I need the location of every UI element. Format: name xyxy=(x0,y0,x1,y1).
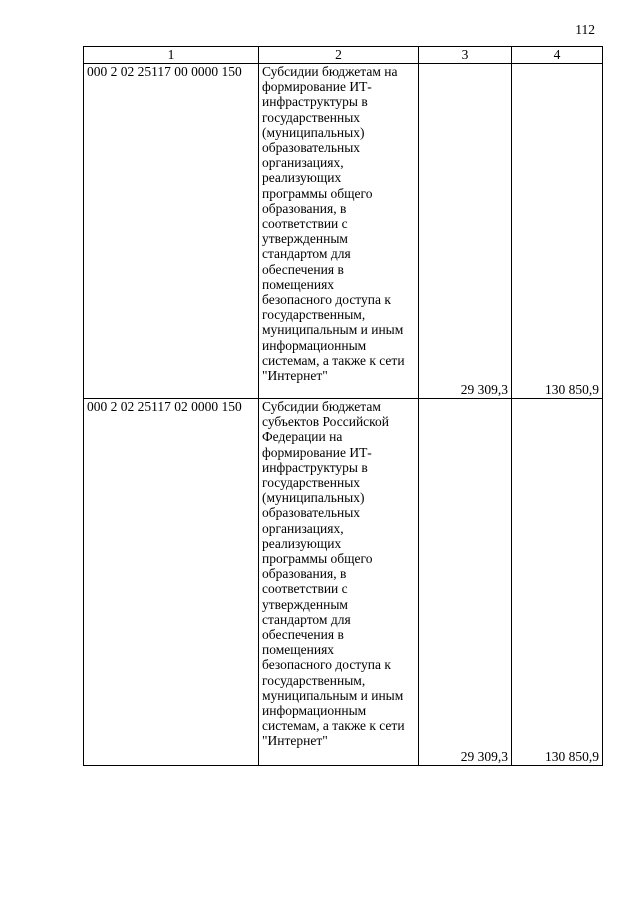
description-line: формирование ИТ- xyxy=(262,444,372,460)
table-header-row xyxy=(84,47,603,64)
description-line: помещениях xyxy=(262,276,335,292)
description-line: помещениях xyxy=(262,642,335,658)
description-line: муниципальным и иным xyxy=(262,322,404,338)
description-line: Субсидии бюджетам xyxy=(262,399,381,414)
description-line: организациях, xyxy=(262,520,344,536)
description-line: государственных xyxy=(262,109,361,125)
description-line: Субсидии бюджетам на xyxy=(262,64,398,79)
description-line: "Интернет" xyxy=(262,368,328,384)
description-line: образования, в xyxy=(262,200,347,216)
description-line: Федерации на xyxy=(262,429,343,445)
description-line: утвержденным xyxy=(262,231,348,247)
amount-col3-cell: 29 309,3 xyxy=(419,399,512,766)
budget-code-cell: 000 2 02 25117 00 0000 150 xyxy=(84,64,259,399)
column-header-3: 3 xyxy=(419,47,512,64)
amount-col4-cell: 130 850,9 xyxy=(512,399,603,766)
description-line: стандартом для xyxy=(262,611,351,627)
description-line: информационным xyxy=(262,703,367,719)
description-line: стандартом для xyxy=(262,246,351,262)
description-line: соответствии с xyxy=(262,581,348,597)
description-line: (муниципальных) xyxy=(262,124,365,140)
description-line: формирование ИТ- xyxy=(262,79,372,95)
description-line: обеспечения в xyxy=(262,261,344,277)
description-line: образования, в xyxy=(262,566,347,582)
description-cell xyxy=(259,64,419,399)
description-line: государственным, xyxy=(262,672,366,688)
budget-table xyxy=(83,46,603,766)
description-line: системам, а также к сети xyxy=(262,352,405,368)
description-line: субъектов Российской xyxy=(262,414,390,430)
description-line: организациях, xyxy=(262,155,344,171)
description-line: государственных xyxy=(262,475,361,491)
budget-code-cell: 000 2 02 25117 02 0000 150 xyxy=(84,399,259,766)
column-header-2: 2 xyxy=(259,47,419,64)
description-line: системам, а также к сети xyxy=(262,718,405,734)
column-header-4: 4 xyxy=(512,47,603,64)
page-number: 112 xyxy=(575,22,595,37)
table-row xyxy=(84,399,603,766)
description-line: инфраструктуры в xyxy=(262,94,368,110)
description-line: образовательных xyxy=(262,505,361,521)
description-line: реализующих xyxy=(262,535,342,551)
description-line: программы общего xyxy=(262,551,373,567)
description-line: инфраструктуры в xyxy=(262,459,368,475)
column-header-1: 1 xyxy=(84,47,259,64)
description-line: соответствии с xyxy=(262,216,348,232)
description-line: "Интернет" xyxy=(262,733,328,749)
description-line: программы общего xyxy=(262,185,373,201)
description-line: реализующих xyxy=(262,170,342,186)
description-line: информационным xyxy=(262,337,367,353)
description-cell xyxy=(259,399,419,766)
amount-col3-cell: 29 309,3 xyxy=(419,64,512,399)
table-row xyxy=(84,64,603,399)
description-line: муниципальным и иным xyxy=(262,687,404,703)
description-line: утвержденным xyxy=(262,596,348,612)
description-line: (муниципальных) xyxy=(262,490,365,506)
description-line: безопасного доступа к xyxy=(262,292,391,308)
description-line: безопасного доступа к xyxy=(262,657,391,673)
amount-col4-cell: 130 850,9 xyxy=(512,64,603,399)
description-line: образовательных xyxy=(262,140,361,156)
description-line: государственным, xyxy=(262,307,366,323)
description-line: обеспечения в xyxy=(262,627,344,643)
